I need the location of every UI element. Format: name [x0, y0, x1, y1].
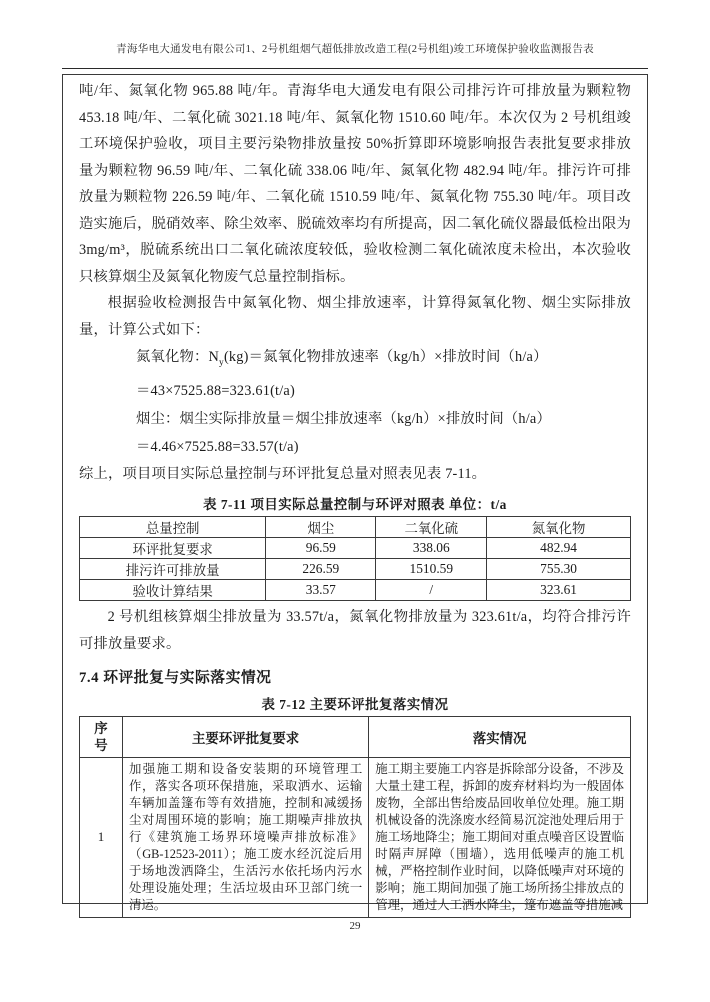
t11-cell-so2: 1510.59	[376, 559, 487, 580]
t11-cell-nox: 755.30	[487, 559, 631, 580]
table-7-12	[79, 716, 631, 917]
t11-header-control: 总量控制	[80, 517, 266, 538]
t12-header-no: 序号	[80, 717, 123, 758]
table-7-12-caption: 表 7-12 主要环评批复落实情况	[261, 697, 449, 713]
t12-header-requirement: 主要环评批复要求	[122, 717, 368, 758]
t11-cell-dust: 226.59	[266, 559, 376, 580]
paragraph-conclusion: 2 号机组核算烟尘排放量为 33.57t/a，氮氧化物排放量为 323.61t/a，均符合排污许可排放量要求。	[79, 609, 631, 652]
t12-cell-requirement: 加强施工期和设备安装期的环境管理工作，落实各项环保措施，采取洒水、运输车辆加盖篷布等有效措施，控制和减缓扬尘对周围环境的影响；施工期噪声排放执行《建筑施工场界环境噪声排放标准》（GB-12523-2011）；施工废水经沉淀后用于场地泼洒降尘，生活污水依托场内污水处理设施处理；生活垃圾由环卫部门统一清运。	[122, 758, 368, 917]
t11-header-so2: 二氧化硫	[376, 517, 487, 538]
t11-header-dust: 烟尘	[266, 517, 376, 538]
document-header-title: 青海华电大通发电有限公司1、2号机组烟气超低排放改造工程(2号机组)竣工环境保护验收监测报告表	[116, 44, 594, 55]
formula-nox-subscript: y	[219, 357, 224, 368]
table-row	[80, 559, 631, 580]
t11-cell-dust: 96.59	[266, 538, 376, 559]
table-row	[80, 717, 631, 758]
t11-cell-so2: 338.06	[376, 538, 487, 559]
t11-cell-so2: /	[376, 580, 487, 601]
table-row	[80, 517, 631, 538]
section-heading-7-4: 7.4 环评批复与实际落实情况	[79, 670, 272, 687]
content-frame	[62, 74, 648, 912]
table-7-11-caption: 表 7-11 项目实际总量控制与环评对照表 单位：t/a	[203, 497, 507, 513]
formula-dust: 烟尘：烟尘实际排放量＝烟尘排放速率（kg/h）×排放时间（h/a）	[136, 410, 551, 427]
t11-row-label: 验收计算结果	[80, 580, 266, 601]
t11-header-nox: 氮氧化物	[487, 517, 631, 538]
paragraph-calc-intro: 根据验收检测报告中氮氧化物、烟尘排放速率，计算得氮氧化物、烟尘实际排放量，计算公式如下：	[79, 295, 631, 338]
t12-header-implementation: 落实情况	[369, 717, 631, 758]
paragraph-summary: 综上，项目项目实际总量控制与环评批复总量对照表见表 7-11。	[79, 465, 487, 482]
formula-block	[79, 343, 631, 461]
formula-nox-rest: (kg)＝氮氧化物排放速率（kg/h）×排放时间（h/a）	[223, 349, 548, 365]
formula-nox-prefix: 氮氧化物：N	[136, 349, 220, 365]
table-row	[80, 538, 631, 559]
table-row	[80, 758, 631, 917]
t12-cell-no: 1	[80, 758, 123, 917]
t11-row-label: 环评批复要求	[80, 538, 266, 559]
t11-cell-nox: 323.61	[487, 580, 631, 601]
formula-nox	[136, 343, 631, 377]
page-number: 29	[349, 920, 361, 932]
header-rule	[62, 68, 648, 69]
t11-row-label: 排污许可排放量	[80, 559, 266, 580]
t12-cell-implementation: 施工期主要施工内容是拆除部分设备，不涉及大量土建工程，拆卸的废弃材料均为一般固体废物，全部出售给废品回收单位处理。施工期机械设备的洗涤废水经简易沉淀池处理后用于施工场地降尘；施工期间对重点噪音区设置临时隔声屏障（围墙），选用低噪声的施工机械，严格控制作业时间，以降低噪声对环境的影响；施工期间加强了施工场所扬尘排放点的管理，通过人工洒水降尘，篷布遮盖等措施减	[369, 758, 631, 917]
paragraph-emission-totals: 吨/年、氮氧化物 965.88 吨/年。青海华电大通发电有限公司排污许可排放量为颗粒物 453.18 吨/年、二氧化硫 3021.18 吨/年、氮氧化物 1510.60 吨/年。本次仅为 2 号机组竣工环境保护验收，项目主要污染物排放量按 50%折算即环境影响报告表批复要求排放量为颗粒物 96.59 吨/年、二氧化硫 338.06 吨/年、氮氧化物 482.94 吨/年。排污许可排放量为颗粒物 226.59 吨/年、二氧化硫 1510.59 吨/年、氮氧化物 755.30 吨/年。项目改造实施后，脱硝效率、除尘效率、脱硫效率均有所提高，因二氧化硫仪器最低检出限为 3mg/m³，脱硫系统出口二氧化硫浓度较低，验收检测二氧化硫浓度未检出，本次验收只核算烟尘及氮氧化物废气总量控制指标。	[79, 83, 631, 285]
table-7-11	[79, 516, 631, 601]
t11-cell-dust: 33.57	[266, 580, 376, 601]
table-row	[80, 580, 631, 601]
formula-nox-calculation: ＝43×7525.88=323.61(t/a)	[136, 382, 295, 399]
formula-dust-calculation: ＝4.46×7525.88=33.57(t/a)	[136, 438, 299, 455]
t11-cell-nox: 482.94	[487, 538, 631, 559]
